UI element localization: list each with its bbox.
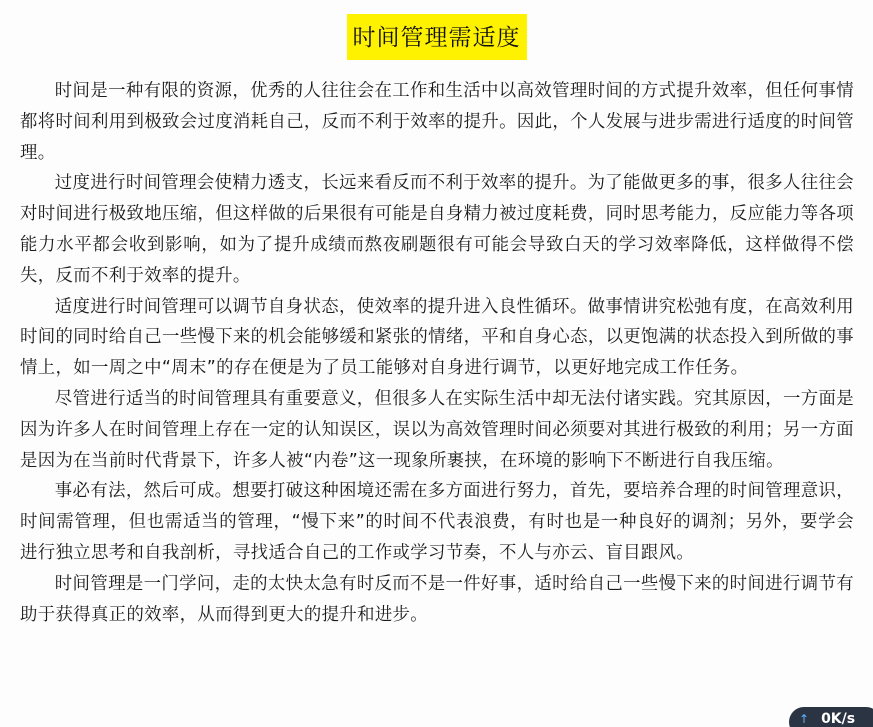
network-speed-value: 0K/s [821, 711, 856, 727]
paragraph-3: 适度进行时间管理可以调节自身状态，使效率的提升进入良性循环。做事情讲究松弛有度，在高效利用时间的同时给自己一些慢下来的机会能够缓和紧张的情绪，平和自身心态，以更饱满的状态投入到所做的事情上，如一周之中“周末”的存在便是为了员工能够对自身进行调节，以更好地完成工作任务。 [20, 296, 854, 379]
document-body [20, 76, 854, 630]
title-container [0, 14, 873, 60]
upload-arrow-icon: ↑ [799, 712, 810, 726]
paragraph-4: 尽管进行适当的时间管理具有重要意义，但很多人在实际生活中却无法付诸实践。究其原因，一方面是因为许多人在时间管理上存在一定的认知误区，误以为高效管理时间必须要对其进行极致的利用；另一方面是因为在当前时代背景下，许多人被“内卷”这一现象所裹挟，在环境的影响下不断进行自我压缩。 [20, 388, 854, 471]
paragraph-5: 事必有法，然后可成。想要打破这种困境还需在多方面进行努力，首先，要培养合理的时间管理意识，时间需管理，但也需适当的管理，“慢下来”的时间不代表浪费，有时也是一种良好的调剂；另外，要学会进行独立思考和自我剖析，寻找适合自己的工作或学习节奏，不人与亦云、盲目跟风。 [20, 481, 854, 563]
paragraph-6: 时间管理是一门学问，走的太快太急有时反而不是一件好事，适时给自己一些慢下来的时间进行调节有助于获得真正的效率，从而得到更大的提升和进步。 [20, 573, 854, 625]
network-speed-badge[interactable] [789, 707, 873, 727]
paragraph-1: 时间是一种有限的资源，优秀的人往往会在工作和生活中以高效管理时间的方式提升效率，但任何事情都将时间利用到极致会过度消耗自己，反而不利于效率的提升。因此，个人发展与进步需进行适度的时间管理。 [20, 81, 854, 163]
paragraph-2: 过度进行时间管理会使精力透支，长远来看反而不利于效率的提升。为了能做更多的事，很多人往往会对时间进行极致地压缩，但这样做的后果很有可能是自身精力被过度耗费，同时思考能力，反应能力等各项能力水平都会收到影响，如为了提升成绩而熬夜刷题很有可能会导致白天的学习效率降低，这样做得不偿失，反而不利于效率的提升。 [20, 173, 854, 286]
document-title: 时间管理需适度 [347, 14, 527, 60]
